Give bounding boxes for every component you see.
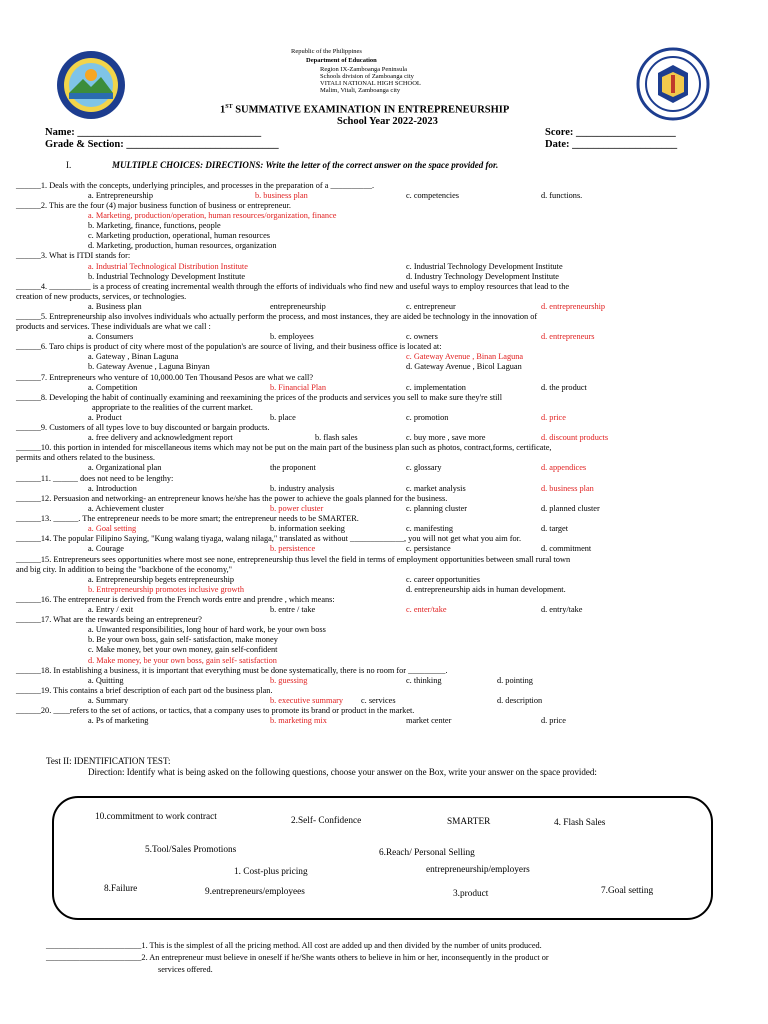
choice-text: b. guessing bbox=[270, 676, 308, 685]
answer-choice: 9.entrepreneurs/employees bbox=[205, 887, 305, 897]
choice-text: a. Unwanted responsibilities, long hour of hard work, be your own boss bbox=[88, 625, 326, 634]
choice-text: a. Entrepreneurship bbox=[88, 191, 153, 200]
question-text: ______17. What are the rewards being an entrepreneur? bbox=[16, 615, 202, 624]
answer-choice: 8.Failure bbox=[104, 884, 138, 894]
choice-text: d. entrepreneurs bbox=[541, 332, 595, 341]
choice-text: a. Gateway , Binan Laguna bbox=[88, 352, 179, 361]
header-department: Department of Education bbox=[306, 57, 377, 64]
choice-text: a. Goal setting bbox=[88, 524, 137, 533]
answer-choice: 4. Flash Sales bbox=[554, 818, 606, 828]
test1-instruction: MULTIPLE CHOICES: DIRECTIONS: Write the letter of the correct answer on the space provided for. bbox=[112, 160, 499, 170]
choice-text: d. entrepreneurship aids in human development. bbox=[406, 585, 566, 594]
choice-text: appropriate to the realities of the current market. bbox=[92, 403, 253, 412]
choice-text: d. Make money, be your own boss, gain self- satisfaction bbox=[88, 656, 277, 665]
identification-item: _______________________1. This is the simplest of all the pricing method. All cost are added up and then divided by the number of units produced. bbox=[46, 941, 542, 950]
choice-text: d. commitment bbox=[541, 544, 592, 553]
choice-text: d. discount products bbox=[541, 433, 609, 442]
header-region: Region IX-Zamboanga Peninsula bbox=[320, 66, 408, 73]
choice-text: a. Marketing, production/operation, human resources/organization, finance bbox=[88, 211, 337, 220]
choice-text: b. Entrepreneurship promotes inclusive growth bbox=[88, 585, 244, 594]
choice-text: d. Gateway Avenue , Bicol Laguan bbox=[406, 362, 522, 371]
choice-text: a. Courage bbox=[88, 544, 124, 553]
choice-text: d. planned cluster bbox=[541, 504, 600, 513]
school-year: School Year 2022-2023 bbox=[337, 116, 438, 127]
question-text: and big city. In addition to being the "backbone of the economy," bbox=[16, 565, 233, 574]
identification-item: _______________________2. An entrepreneur must believe in oneself if he/She wants others to believe in him or her, inconsequently in the product or bbox=[46, 953, 549, 962]
choice-text: c. career opportunities bbox=[406, 575, 480, 584]
choice-text: c. Industrial Technology Development Institute bbox=[406, 262, 563, 271]
question-text: permits and others related to the business. bbox=[16, 453, 155, 462]
choice-text: d. price bbox=[541, 716, 566, 725]
name-field[interactable]: Name: ___________________________________ bbox=[45, 127, 262, 138]
choice-text: d. functions. bbox=[541, 191, 583, 200]
choice-text: a. Ps of marketing bbox=[88, 716, 149, 725]
date-field[interactable]: Date: ____________________ bbox=[545, 139, 678, 150]
choice-text: c. planning cluster bbox=[406, 504, 468, 513]
choice-text: b. place bbox=[270, 413, 296, 422]
choice-text: c. owners bbox=[406, 332, 438, 341]
choice-text: a. Consumers bbox=[88, 332, 134, 341]
choice-text: b. industry analysis bbox=[270, 484, 335, 493]
choice-text: c. Gateway Avenue , Binan Laguna bbox=[406, 352, 524, 361]
choice-text: b. persistence bbox=[270, 544, 316, 553]
choice-text: b. executive summary bbox=[270, 696, 344, 705]
question-text: creation of new products, services, or technologies. bbox=[16, 292, 187, 301]
question-text: ______13. ______. The entrepreneur needs to be more smart; the entrepreneur needs to be SMARTER. bbox=[16, 514, 359, 523]
choice-text: a. Product bbox=[88, 413, 122, 422]
question-text: ______2. This are the four (4) major business function of business or entrepreneur. bbox=[16, 201, 291, 210]
answer-choice: entrepreneurship/employers bbox=[426, 865, 530, 875]
choice-text: d. pointing bbox=[497, 676, 533, 685]
choice-text: d. business plan bbox=[541, 484, 594, 493]
question-text: ______11. ______ does not need to be lengthy: bbox=[16, 474, 174, 483]
choice-text: a. free delivery and acknowledgment report bbox=[88, 433, 233, 442]
answer-choice: 1. Cost-plus pricing bbox=[234, 867, 308, 877]
choice-text: d. Industry Technology Development Institute bbox=[406, 272, 559, 281]
question-text: products and services. These individuals are what we call : bbox=[16, 322, 211, 331]
choice-text: b. marketing mix bbox=[270, 716, 327, 725]
choice-text: a. Introduction bbox=[88, 484, 137, 493]
choice-text: the proponent bbox=[270, 463, 316, 472]
identification-item: services offered. bbox=[158, 965, 213, 974]
choice-text: entrepreneurship bbox=[270, 302, 326, 311]
question-text: ______19. This contains a brief description of each part od the business plan. bbox=[16, 686, 273, 695]
test1-number: I. bbox=[66, 160, 72, 170]
choice-text: d. Marketing, production, human resources, organization bbox=[88, 241, 277, 250]
choice-text: c. implementation bbox=[406, 383, 466, 392]
choice-text: a. Business plan bbox=[88, 302, 142, 311]
choice-text: c. entrepreneur bbox=[406, 302, 456, 311]
choice-text: c. buy more , save more bbox=[406, 433, 486, 442]
question-text: ______16. The entrepreneur is derived from the French words entre and prendre , which means: bbox=[16, 595, 335, 604]
choice-text: d. price bbox=[541, 413, 566, 422]
choice-text: c. thinking bbox=[406, 676, 442, 685]
choice-text: d. appendices bbox=[541, 463, 587, 472]
question-text: ______14. The popular Filipino Saying, "Kung walang tiyaga, walang nilaga," translated as without _____________, you will not get what you aim for. bbox=[16, 534, 522, 543]
choice-text: d. description bbox=[497, 696, 543, 705]
grade-section-field[interactable]: Grade & Section: _____________________________ bbox=[45, 139, 279, 150]
choice-text: d. target bbox=[541, 524, 569, 533]
choice-text: a. Quitting bbox=[88, 676, 124, 685]
answer-choice: 2.Self- Confidence bbox=[291, 816, 362, 826]
exam-title: 1ST SUMMATIVE EXAMINATION IN ENTREPRENEURSHIP bbox=[220, 104, 510, 116]
choice-text: c. glossary bbox=[406, 463, 442, 472]
choice-text: d. entry/take bbox=[541, 605, 583, 614]
answer-choice: 5.Tool/Sales Promotions bbox=[145, 845, 237, 855]
answer-choice: 6.Reach/ Personal Selling bbox=[379, 848, 475, 858]
choice-text: b. Gateway Avenue , Laguna Binyan bbox=[88, 362, 210, 371]
test2-directions: Direction: Identify what is being asked on the following questions, choose your answer on the Box, write your answer on the space provided: bbox=[88, 767, 597, 777]
choice-text: c. market analysis bbox=[406, 484, 466, 493]
question-text: ______8. Developing the habit of continually examining and reexamining the prices of the products and services you sell to make sure they're still bbox=[16, 393, 503, 402]
choice-text: b. employees bbox=[270, 332, 314, 341]
question-text: ______5. Entrepreneurship also involves individuals who actually perform the process, and most instances, they are aided be technology in the innovation of bbox=[16, 312, 538, 321]
answer-choice: 10.commitment to work contract bbox=[95, 812, 217, 822]
choice-text: a. Entry / exit bbox=[88, 605, 134, 614]
answer-choice: 7.Goal setting bbox=[601, 886, 654, 896]
question-text: ______7. Entrepreneurs who venture of 10,000.00 Ten Thousand Pesos are what we call? bbox=[16, 373, 314, 382]
choice-text: c. promotion bbox=[406, 413, 449, 422]
choice-text: b. entre / take bbox=[270, 605, 316, 614]
choice-text: a. Entrepreneurship begets entrepreneurship bbox=[88, 575, 235, 584]
answer-choice: SMARTER bbox=[447, 817, 491, 827]
deped-seal-logo bbox=[636, 47, 710, 121]
choice-text: b. Industrial Technology Development Institute bbox=[88, 272, 246, 281]
choice-text: b. business plan bbox=[255, 191, 308, 200]
answer-choice: 3.product bbox=[453, 889, 489, 899]
question-text: ______15. Entrepreneurs sees opportunities where most see none, entrepreneurship thus level the field in terms of employment opportunities between small rural town bbox=[16, 555, 571, 564]
choice-text: a. Industrial Technological Distribution Institute bbox=[88, 262, 248, 271]
question-text: ______3. What is ITDI stands for: bbox=[16, 251, 131, 260]
question-text: ______6. Taro chips is product of city where most of the population's are source of living, and their business office is located at: bbox=[16, 342, 442, 351]
choice-text: c. competencies bbox=[406, 191, 459, 200]
choice-text: c. Make money, bet your own money, gain self-confident bbox=[88, 645, 278, 654]
header-division: Schools division of Zamboanga city bbox=[320, 73, 414, 80]
choice-text: d. entrepreneurship bbox=[541, 302, 606, 311]
question-text: ______18. In establishing a business, it is important that everything must be done systematically, there is no room for _________. bbox=[16, 666, 448, 675]
choice-text: b. information seeking bbox=[270, 524, 345, 533]
choice-text: b. Financial Plan bbox=[270, 383, 326, 392]
header-school: VITALI NATIONAL HIGH SCHOOL bbox=[320, 80, 421, 87]
choice-text: b. power cluster bbox=[270, 504, 324, 513]
test2-title: Test II: IDENTIFICATION TEST: bbox=[46, 756, 171, 766]
division-seal-logo bbox=[55, 49, 127, 121]
choice-text: b. Be your own boss, gain self- satisfaction, make money bbox=[88, 635, 278, 644]
question-text: ______1. Deals with the concepts, underlying principles, and processes in the preparation of a __________. bbox=[16, 181, 375, 190]
question-text: ______9. Customers of all types love to buy discounted or bargain products. bbox=[16, 423, 270, 432]
question-text: ______20. ____refers to the set of actions, or tactics, that a company uses to promote its brand or product in the market. bbox=[16, 706, 415, 715]
choice-text: market center bbox=[406, 716, 452, 725]
choice-text: a. Achievement cluster bbox=[88, 504, 164, 513]
choice-text: a. Summary bbox=[88, 696, 129, 705]
choice-text: a. Organizational plan bbox=[88, 463, 162, 472]
choice-text: c. persistance bbox=[406, 544, 451, 553]
choice-text: c. Marketing production, operational, human resources bbox=[88, 231, 271, 240]
choice-text: b. flash sales bbox=[315, 433, 358, 442]
choice-text: d. the product bbox=[541, 383, 587, 392]
question-text: ______12. Persuasion and networking- an entrepreneur knows he/she has the power to achieve the goals planned for the business. bbox=[16, 494, 448, 503]
question-text: ______10. this portion in intended for miscellaneous items which may not be put on the main part of the business plan such as photos, contract,forms, certificate, bbox=[16, 443, 552, 452]
score-field[interactable]: Score: ___________________ bbox=[545, 127, 676, 138]
choice-text: c. services bbox=[361, 696, 396, 705]
question-text: ______4. __________ is a process of creating incremental wealth through the efforts of individuals who find new and useful ways to employ resources that lead to the bbox=[16, 282, 570, 291]
choice-text: b. Marketing, finance, functions, people bbox=[88, 221, 221, 230]
choice-text: a. Competition bbox=[88, 383, 138, 392]
choice-text: c. manifesting bbox=[406, 524, 454, 533]
choice-text: c. enter/take bbox=[406, 605, 447, 614]
header-republic: Republic of the Philippines bbox=[291, 48, 362, 55]
header-address: Malim, Vitali, Zamboanga city bbox=[320, 87, 401, 94]
